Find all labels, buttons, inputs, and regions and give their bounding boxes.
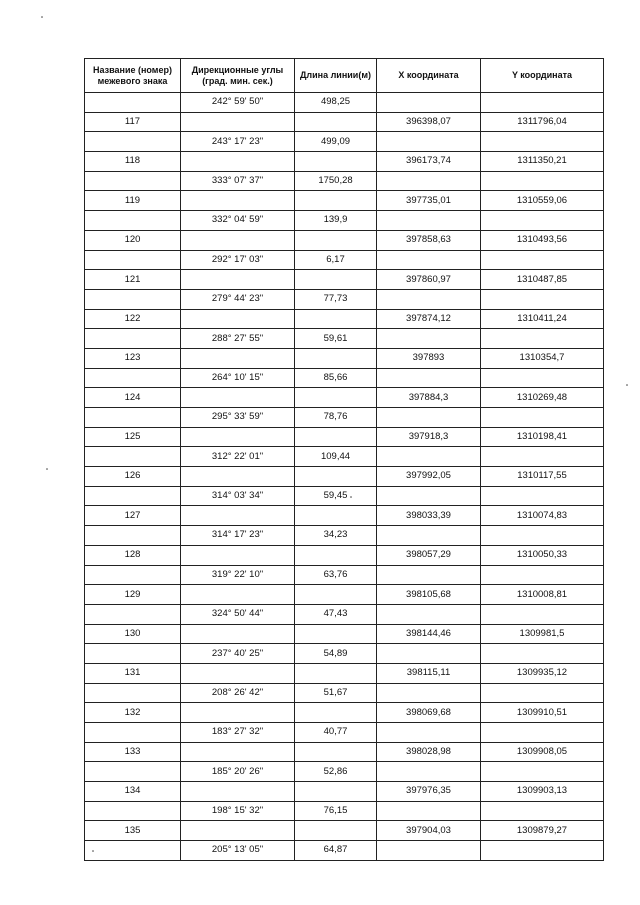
x-coordinate-cell: 398115,11 — [377, 663, 481, 683]
segment-row — [85, 171, 604, 191]
marker-row — [85, 782, 604, 802]
x-coordinate-cell: 397992,05 — [377, 467, 481, 487]
direction-angle-cell — [181, 703, 295, 723]
line-length-cell — [295, 742, 377, 762]
y-coordinate-cell: 1311796,04 — [481, 112, 604, 132]
segment-row — [85, 565, 604, 585]
x-coordinate-cell — [377, 368, 481, 388]
y-coordinate-cell: 1311350,21 — [481, 152, 604, 172]
x-coordinate-cell: 397904,03 — [377, 821, 481, 841]
direction-angle-cell: 292° 17' 03" — [181, 250, 295, 270]
x-coordinate-cell: 396173,74 — [377, 152, 481, 172]
segment-row — [85, 801, 604, 821]
direction-angle-cell — [181, 467, 295, 487]
marker-name-cell — [85, 250, 181, 270]
y-coordinate-cell: 1309879,27 — [481, 821, 604, 841]
marker-name-cell — [85, 565, 181, 585]
line-length-cell: 6,17 — [295, 250, 377, 270]
direction-angle-cell: 332° 04' 59" — [181, 211, 295, 231]
y-coordinate-cell: 1310198,41 — [481, 427, 604, 447]
marker-name-cell — [85, 447, 181, 467]
line-length-cell — [295, 348, 377, 368]
direction-angle-cell: 242° 59' 50" — [181, 93, 295, 113]
marker-row — [85, 427, 604, 447]
segment-row — [85, 250, 604, 270]
marker-name-cell — [85, 289, 181, 309]
line-length-cell: 78,76 — [295, 408, 377, 428]
y-coordinate-cell: 1310354,7 — [481, 348, 604, 368]
marker-name-cell — [85, 841, 181, 861]
marker-row — [85, 703, 604, 723]
y-coordinate-cell: 1310487,85 — [481, 270, 604, 290]
segment-row — [85, 93, 604, 113]
line-length-cell: 40,77 — [295, 723, 377, 743]
marker-row — [85, 112, 604, 132]
line-length-cell — [295, 467, 377, 487]
line-length-cell — [295, 309, 377, 329]
x-coordinate-cell: 398144,46 — [377, 624, 481, 644]
line-length-cell: 498,25 — [295, 93, 377, 113]
marker-name-cell — [85, 211, 181, 231]
direction-angle-cell: 243° 17' 23" — [181, 132, 295, 152]
marker-name-cell: 135 — [85, 821, 181, 841]
direction-angle-cell — [181, 624, 295, 644]
marker-name-cell — [85, 644, 181, 664]
header-direction-angle: Дирекционные углы (град. мин. сек.) — [181, 59, 295, 93]
line-length-cell — [295, 703, 377, 723]
x-coordinate-cell — [377, 801, 481, 821]
line-length-cell — [295, 545, 377, 565]
marker-name-cell: 132 — [85, 703, 181, 723]
x-coordinate-cell — [377, 171, 481, 191]
line-length-cell: 34,23 — [295, 526, 377, 546]
y-coordinate-cell: 1310269,48 — [481, 388, 604, 408]
header-marker-name: Название (номер) межевого знака — [85, 59, 181, 93]
direction-angle-cell — [181, 230, 295, 250]
x-coordinate-cell — [377, 250, 481, 270]
marker-name-cell: 131 — [85, 663, 181, 683]
y-coordinate-cell: 1310008,81 — [481, 585, 604, 605]
line-length-cell: 77,73 — [295, 289, 377, 309]
direction-angle-cell: 198° 15' 32" — [181, 801, 295, 821]
y-coordinate-cell — [481, 289, 604, 309]
direction-angle-cell — [181, 348, 295, 368]
line-length-cell: 59,45 — [295, 486, 377, 506]
direction-angle-cell: 324° 50' 44" — [181, 604, 295, 624]
y-coordinate-cell: 1310559,06 — [481, 191, 604, 211]
direction-angle-cell: 237° 40' 25" — [181, 644, 295, 664]
marker-row — [85, 821, 604, 841]
x-coordinate-cell — [377, 93, 481, 113]
segment-row — [85, 526, 604, 546]
marker-name-cell: 119 — [85, 191, 181, 211]
marker-name-cell: 129 — [85, 585, 181, 605]
segment-row — [85, 447, 604, 467]
x-coordinate-cell: 397860,97 — [377, 270, 481, 290]
x-coordinate-cell: 398105,68 — [377, 585, 481, 605]
line-length-cell — [295, 624, 377, 644]
x-coordinate-cell: 397884,3 — [377, 388, 481, 408]
direction-angle-cell: 295° 33' 59" — [181, 408, 295, 428]
scan-speck — [46, 468, 48, 470]
marker-name-cell: 134 — [85, 782, 181, 802]
marker-name-cell — [85, 723, 181, 743]
x-coordinate-cell: 397918,3 — [377, 427, 481, 447]
x-coordinate-cell — [377, 289, 481, 309]
direction-angle-cell — [181, 309, 295, 329]
marker-name-cell — [85, 171, 181, 191]
direction-angle-cell — [181, 506, 295, 526]
marker-name-cell: 121 — [85, 270, 181, 290]
y-coordinate-cell — [481, 604, 604, 624]
direction-angle-cell: 314° 03' 34" — [181, 486, 295, 506]
marker-name-cell — [85, 93, 181, 113]
marker-name-cell — [85, 526, 181, 546]
segment-row — [85, 132, 604, 152]
y-coordinate-cell: 1310117,55 — [481, 467, 604, 487]
marker-name-cell: 124 — [85, 388, 181, 408]
line-length-cell — [295, 230, 377, 250]
marker-name-cell: 120 — [85, 230, 181, 250]
x-coordinate-cell: 396398,07 — [377, 112, 481, 132]
x-coordinate-cell: 397976,35 — [377, 782, 481, 802]
x-coordinate-cell — [377, 644, 481, 664]
marker-row — [85, 585, 604, 605]
line-length-cell: 76,15 — [295, 801, 377, 821]
x-coordinate-cell — [377, 841, 481, 861]
x-coordinate-cell: 398057,29 — [377, 545, 481, 565]
y-coordinate-cell — [481, 93, 604, 113]
header-line-length: Длина линии(м) — [295, 59, 377, 93]
x-coordinate-cell — [377, 329, 481, 349]
y-coordinate-cell — [481, 762, 604, 782]
x-coordinate-cell: 397893 — [377, 348, 481, 368]
y-coordinate-cell — [481, 250, 604, 270]
marker-name-cell: 117 — [85, 112, 181, 132]
direction-angle-cell: 312° 22' 01" — [181, 447, 295, 467]
marker-row — [85, 388, 604, 408]
line-length-cell: 63,76 — [295, 565, 377, 585]
scan-speck — [41, 16, 43, 18]
direction-angle-cell — [181, 191, 295, 211]
marker-name-cell — [85, 801, 181, 821]
segment-row — [85, 211, 604, 231]
direction-angle-cell — [181, 742, 295, 762]
scan-speck — [350, 496, 352, 498]
marker-row — [85, 624, 604, 644]
direction-angle-cell — [181, 152, 295, 172]
y-coordinate-cell: 1310411,24 — [481, 309, 604, 329]
line-length-cell — [295, 270, 377, 290]
direction-angle-cell: 319° 22' 10" — [181, 565, 295, 585]
marker-name-cell: 133 — [85, 742, 181, 762]
segment-row — [85, 604, 604, 624]
marker-row — [85, 309, 604, 329]
y-coordinate-cell: 1310074,83 — [481, 506, 604, 526]
y-coordinate-cell: 1309908,05 — [481, 742, 604, 762]
x-coordinate-cell — [377, 486, 481, 506]
marker-name-cell: 128 — [85, 545, 181, 565]
x-coordinate-cell: 397735,01 — [377, 191, 481, 211]
y-coordinate-cell — [481, 486, 604, 506]
x-coordinate-cell: 397874,12 — [377, 309, 481, 329]
direction-angle-cell — [181, 782, 295, 802]
scan-speck — [626, 384, 628, 386]
line-length-cell — [295, 663, 377, 683]
y-coordinate-cell: 1309903,13 — [481, 782, 604, 802]
line-length-cell — [295, 506, 377, 526]
x-coordinate-cell: 397858,63 — [377, 230, 481, 250]
y-coordinate-cell — [481, 447, 604, 467]
direction-angle-cell — [181, 821, 295, 841]
marker-row — [85, 348, 604, 368]
marker-row — [85, 152, 604, 172]
y-coordinate-cell — [481, 211, 604, 231]
x-coordinate-cell — [377, 447, 481, 467]
line-length-cell: 59,61 — [295, 329, 377, 349]
line-length-cell: 47,43 — [295, 604, 377, 624]
direction-angle-cell: 183° 27' 32" — [181, 723, 295, 743]
direction-angle-cell — [181, 663, 295, 683]
line-length-cell — [295, 782, 377, 802]
table-body — [85, 93, 604, 861]
segment-row — [85, 408, 604, 428]
line-length-cell: 139,9 — [295, 211, 377, 231]
direction-angle-cell — [181, 388, 295, 408]
direction-angle-cell — [181, 270, 295, 290]
marker-name-cell: 122 — [85, 309, 181, 329]
header-x-coordinate: X координата — [377, 59, 481, 93]
marker-row — [85, 270, 604, 290]
y-coordinate-cell — [481, 841, 604, 861]
x-coordinate-cell — [377, 132, 481, 152]
line-length-cell: 109,44 — [295, 447, 377, 467]
line-length-cell — [295, 112, 377, 132]
direction-angle-cell: 264° 10' 15" — [181, 368, 295, 388]
y-coordinate-cell — [481, 171, 604, 191]
header-y-coordinate: Y координата — [481, 59, 604, 93]
y-coordinate-cell — [481, 565, 604, 585]
marker-name-cell: 123 — [85, 348, 181, 368]
y-coordinate-cell — [481, 408, 604, 428]
segment-row — [85, 368, 604, 388]
segment-row — [85, 486, 604, 506]
marker-row — [85, 545, 604, 565]
line-length-cell: 54,89 — [295, 644, 377, 664]
marker-name-cell — [85, 762, 181, 782]
x-coordinate-cell — [377, 604, 481, 624]
marker-row — [85, 467, 604, 487]
x-coordinate-cell — [377, 526, 481, 546]
direction-angle-cell — [181, 427, 295, 447]
y-coordinate-cell — [481, 329, 604, 349]
x-coordinate-cell — [377, 723, 481, 743]
line-length-cell: 499,09 — [295, 132, 377, 152]
direction-angle-cell — [181, 585, 295, 605]
marker-name-cell — [85, 486, 181, 506]
marker-name-cell — [85, 604, 181, 624]
y-coordinate-cell — [481, 723, 604, 743]
marker-name-cell: 130 — [85, 624, 181, 644]
line-length-cell — [295, 191, 377, 211]
x-coordinate-cell: 398028,98 — [377, 742, 481, 762]
line-length-cell: 64,87 — [295, 841, 377, 861]
direction-angle-cell: 279° 44' 23" — [181, 289, 295, 309]
y-coordinate-cell: 1309981,5 — [481, 624, 604, 644]
direction-angle-cell: 288° 27' 55" — [181, 329, 295, 349]
segment-row — [85, 644, 604, 664]
table-header-row — [85, 59, 604, 93]
y-coordinate-cell: 1309910,51 — [481, 703, 604, 723]
y-coordinate-cell — [481, 683, 604, 703]
marker-row — [85, 663, 604, 683]
marker-name-cell — [85, 329, 181, 349]
line-length-cell — [295, 585, 377, 605]
direction-angle-cell: 205° 13' 05" — [181, 841, 295, 861]
segment-row — [85, 762, 604, 782]
marker-name-cell: 126 — [85, 467, 181, 487]
marker-row — [85, 742, 604, 762]
direction-angle-cell — [181, 545, 295, 565]
line-length-cell — [295, 388, 377, 408]
line-length-cell — [295, 427, 377, 447]
y-coordinate-cell — [481, 801, 604, 821]
marker-name-cell — [85, 683, 181, 703]
direction-angle-cell: 314° 17' 23" — [181, 526, 295, 546]
marker-row — [85, 506, 604, 526]
marker-name-cell — [85, 368, 181, 388]
marker-name-cell: 125 — [85, 427, 181, 447]
segment-row — [85, 683, 604, 703]
x-coordinate-cell: 398069,68 — [377, 703, 481, 723]
scan-speck — [92, 850, 94, 852]
segment-row — [85, 289, 604, 309]
marker-name-cell — [85, 132, 181, 152]
x-coordinate-cell: 398033,39 — [377, 506, 481, 526]
x-coordinate-cell — [377, 683, 481, 703]
y-coordinate-cell: 1309935,12 — [481, 663, 604, 683]
direction-angle-cell — [181, 112, 295, 132]
coordinates-table — [84, 58, 604, 861]
direction-angle-cell: 208° 26' 42" — [181, 683, 295, 703]
y-coordinate-cell: 1310493,56 — [481, 230, 604, 250]
segment-row — [85, 841, 604, 861]
line-length-cell: 52,86 — [295, 762, 377, 782]
y-coordinate-cell — [481, 526, 604, 546]
x-coordinate-cell — [377, 211, 481, 231]
y-coordinate-cell: 1310050,33 — [481, 545, 604, 565]
x-coordinate-cell — [377, 762, 481, 782]
y-coordinate-cell — [481, 132, 604, 152]
direction-angle-cell: 185° 20' 26" — [181, 762, 295, 782]
marker-row — [85, 230, 604, 250]
line-length-cell: 85,66 — [295, 368, 377, 388]
line-length-cell: 1750,28 — [295, 171, 377, 191]
y-coordinate-cell — [481, 368, 604, 388]
segment-row — [85, 329, 604, 349]
direction-angle-cell: 333° 07' 37" — [181, 171, 295, 191]
segment-row — [85, 723, 604, 743]
marker-row — [85, 191, 604, 211]
marker-name-cell: 127 — [85, 506, 181, 526]
line-length-cell — [295, 821, 377, 841]
y-coordinate-cell — [481, 644, 604, 664]
x-coordinate-cell — [377, 565, 481, 585]
x-coordinate-cell — [377, 408, 481, 428]
line-length-cell — [295, 152, 377, 172]
marker-name-cell: 118 — [85, 152, 181, 172]
line-length-cell: 51,67 — [295, 683, 377, 703]
marker-name-cell — [85, 408, 181, 428]
